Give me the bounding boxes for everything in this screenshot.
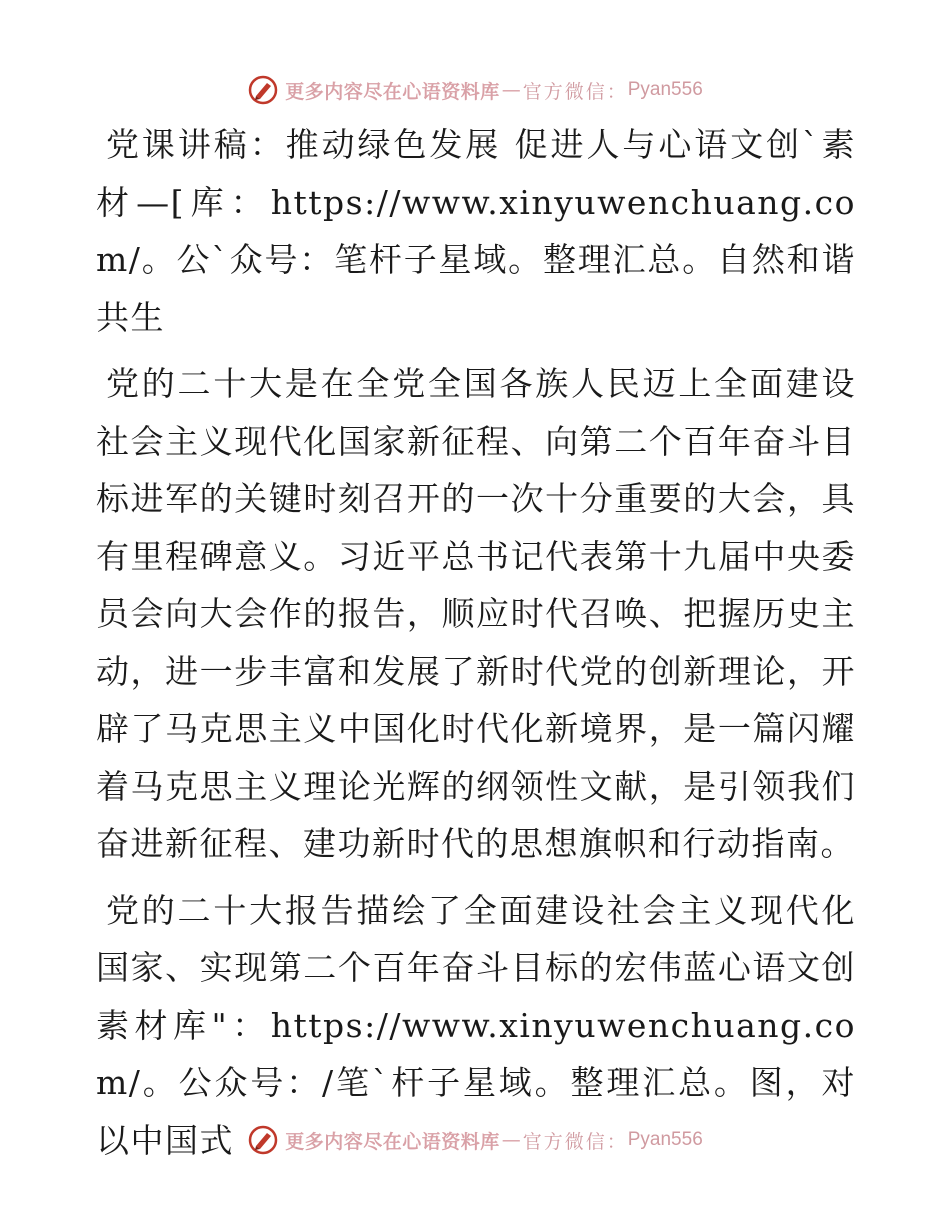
paragraph-title: 党课讲稿：推动绿色发展 促进人与心语文创`素材—[库：https://www.xinyuwenchuang.com/。公`众号：笔杆子星域。整理汇总。自然和谐共生: [96, 125, 856, 337]
banner-separator: —: [501, 79, 521, 101]
footer-watermark-banner: [0, 1120, 950, 1160]
paragraph-body-2: 党的二十大报告描绘了全面建设社会主义现代化国家、实现第二个百年奋斗目标的宏伟蓝心语文创素材库"：https://www.xinyuwenchuang.com/。公众号：/笔`杆子星域。整理汇总。图，对以中国式: [96, 890, 856, 1160]
header-watermark-banner: [0, 70, 950, 110]
document-body: [96, 116, 856, 1178]
banner-separator: —: [501, 1129, 521, 1151]
pen-logo-icon: [247, 1124, 279, 1156]
wechat-account: Pyan556: [627, 79, 703, 100]
wechat-account: Pyan556: [627, 1129, 703, 1150]
brand-text: 更多内容尽在心语资料库: [285, 1130, 500, 1153]
wechat-label: 官方微信：: [522, 1130, 628, 1153]
paragraph-body-1: 党的二十大是在全党全国各族人民迈上全面建设社会主义现代化国家新征程、向第二个百年奋斗目标进军的关键时刻召开的一次十分重要的大会，具有里程碑意义。习近平总书记代表第十九届中央委员会向大会作的报告，顺应时代召唤、把握历史主动，进一步丰富和发展了新时代党的创新理论，开辟了马克思主义中国化时代化新境界，是一篇闪耀着马克思主义理论光辉的纲领性文献，是引领我们奋进新征程、建功新时代的思想旗帜和行动指南。: [96, 364, 856, 863]
brand-text: 更多内容尽在心语资料库: [285, 80, 500, 103]
wechat-label: 官方微信：: [522, 80, 628, 103]
pen-logo-icon: [247, 74, 279, 106]
